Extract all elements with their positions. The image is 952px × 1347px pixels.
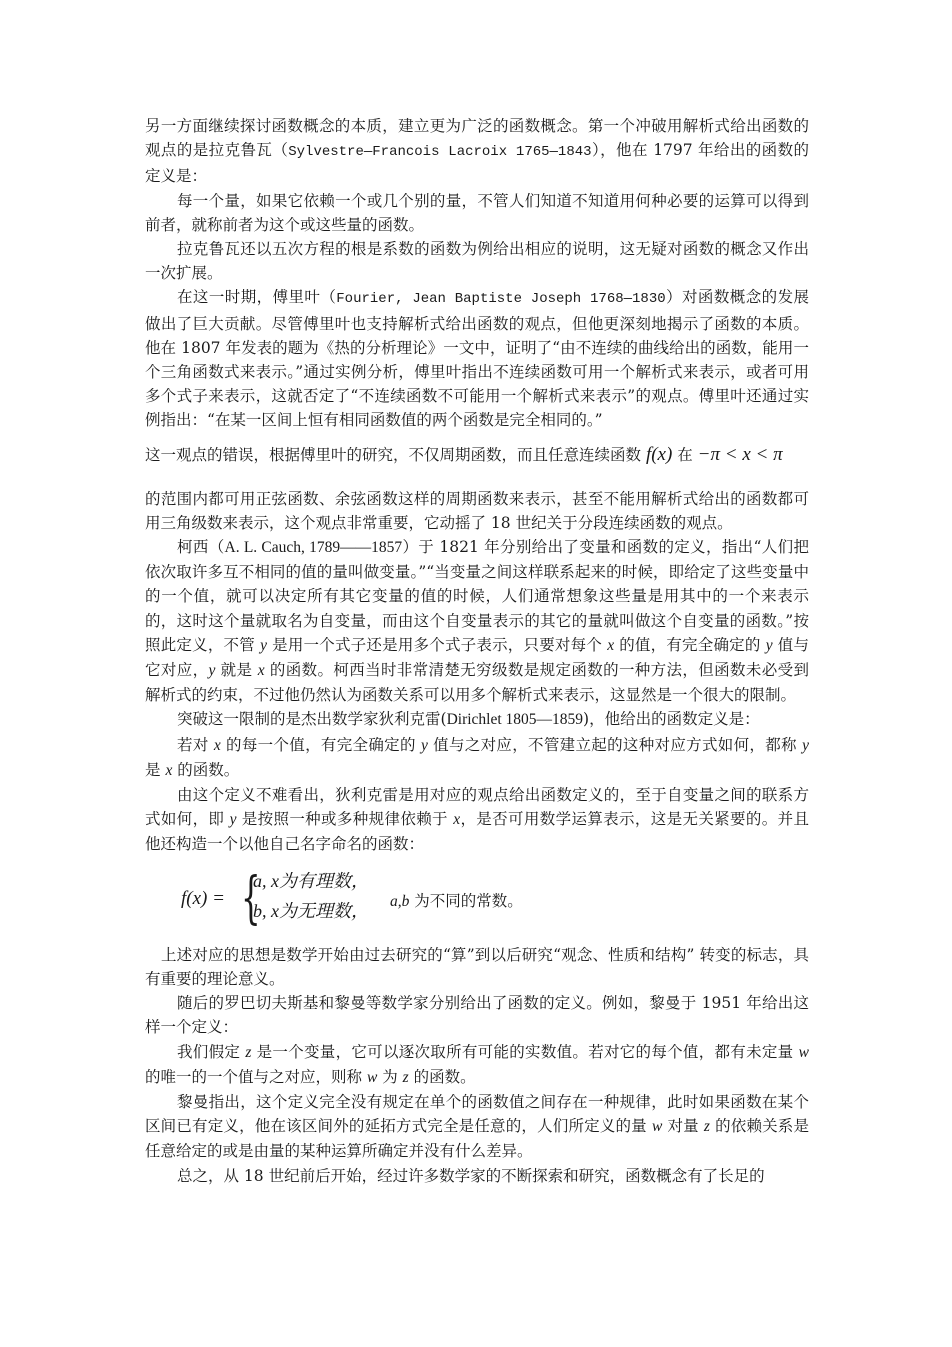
formula-note: a,b 为不同的常数。 [390, 891, 523, 910]
paragraph-lacroix-intro: 另一方面继续探讨函数概念的本质，建立更为广泛的函数概念。第一个冲破用解析式给出函数的观点的是拉克鲁瓦（Sylvestre—Francois Lacroix 1765—1843），他在 1797 年给出的函数的定义是： [145, 117, 809, 186]
document-body [145, 114, 809, 1188]
paragraph-conclusion: 总之，从 18 世纪前后开始，经过许多数学家的不断探索和研究，函数概念有了长足的 [177, 1166, 765, 1185]
formula-case-irrational: b, x为无理数， [253, 900, 369, 921]
paragraph-cauchy: 柯西（A. L. Cauch, 1789——1857）于 1821 年分别给出了变量和函数的定义，指出“人们把依次取许多互不相同的值的量叫做变量。”“当变量之间这样联系起来的时候，即给定了这些变量中的一个值，就可以决定所有其它变量的值的时候，人们通常想象这些量是用其中的一个来表示的，这时这个量就取名为自变量，而由这个自变量表示的其它的量就叫做这个自变量的函数。”按照此定义，不管 y 是用一个式子还是用多个式子表示，只要对每个 x 的值，有完全确定的 y 值与它对应，y 就是 x 的函数。柯西当时非常清楚无穷级数是规定函数的一种方法，但函数未必受到解析式的约束，不过他仍然认为函数关系可以用多个解析式来表示，这显然是一个很大的限制。 [145, 538, 809, 705]
paragraph-riemann-definition: 我们假定 z 是一个变量，它可以逐次取所有可能的实数值。若对它的每个值，都有未定量 w 的唯一的一个值与之对应，则称 w 为 z 的函数。 [145, 1042, 809, 1086]
paragraph-significance: 上述对应的思想是数学开始由过去研究的“算”到以后研究“观念、性质和结构” 转变的标志，具有重要的理论意义。 [145, 945, 809, 988]
math-range: −π < x < π [697, 443, 783, 465]
formula-case-rational: a, x为有理数， [253, 870, 369, 891]
cauchy-name: A. L. Cauch, 1789——1857 [224, 539, 403, 557]
paragraph-fourier-continuous: 这一观点的错误，根据傅里叶的研究，不仅周期函数，而且任意连续函数 f(x) 在 −π < x < π [145, 443, 783, 465]
math-fx: f(x) [645, 443, 673, 465]
paragraph-riemann-remark: 黎曼指出，这个定义完全没有规定在单个的函数值之间存在一种规律，此时如果函数在某个区间已有定义，他在该区间外的延拓方式完全是任意的，人们所定义的量 w 对量 z 的依赖关系是任意给定的或是由量的某种运算所确定并没有什么差异。 [145, 1092, 809, 1161]
paragraph-dirichlet-definition: 若对 x 的每一个值，有完全确定的 y 值与之对应，不管建立起的这种对应方式如何，都称 y 是 x 的函数。 [145, 735, 809, 779]
paragraph-lacroix-definition: 每一个量，如果它依赖一个或几个别的量，不管人们知道不知道用何种必要的运算可以得到前者，就称前者为这个或这些量的函数。 [145, 191, 809, 234]
dirichlet-name: Dirichlet 1805—1859 [446, 711, 584, 729]
paragraph-dirichlet-intro: 突破这一限制的是杰出数学家狄利克雷(Dirichlet 1805—1859)，他给出的函数定义是： [177, 710, 760, 729]
paragraph-lacroix-extension: 拉克鲁瓦还以五次方程的根是系数的函数为例给出相应的说明，这无疑对函数的概念又作出一次扩展。 [145, 240, 809, 283]
paragraph-dirichlet-correspondence: 由这个定义不难看出，狄利克雷是用对应的观点给出函数定义的，至于自变量之间的联系方式如何，即 y 是按照一种或多种规律依赖于 x，是否可用数学运算表示，这是无关紧要的。并且他还构造一个以他自己名字命名的函数： [145, 786, 809, 854]
paragraph-riemann-intro: 随后的罗巴切夫斯基和黎曼等数学家分别给出了函数的定义。例如，黎曼于 1951 年给出这样一个定义： [145, 994, 809, 1037]
paragraph-fourier: 在这一时期，傅里叶（Fourier, Jean Baptiste Joseph 1768—1830）对函数概念的发展做出了巨大贡献。尽管傅里叶也支持解析式给出函数的观点，但他更深刻地揭示了函数的本质。他在 1807 年发表的题为《热的分析理论》一文中，证明了“由不连续的曲线给出的函数，能用一个三角函数式来表示。”通过实例分析，傅里叶指出不连续函数可用一个解析式来表示，或者可用多个式子来表示，这就否定了“不连续函数不可能用一个解析式来表示”的观点。傅里叶还通过实例指出：“在某一区间上恒有相同函数值的两个函数是完全相同的。” [145, 288, 809, 430]
formula-lhs: f(x) = [181, 887, 225, 909]
formula-brace: { [241, 865, 261, 931]
lacroix-name: Sylvestre—Francois Lacroix 1765—1843 [288, 144, 592, 161]
fourier-name: Fourier, Jean Baptiste Joseph 1768—1830 [336, 291, 666, 308]
dirichlet-function-formula [145, 865, 809, 939]
paragraph-trig-series: 的范围内都可用正弦函数、余弦函数这样的周期函数来表示，甚至不能用解析式给出的函数都可用三角级数来表示，这个观点非常重要，它动摇了 18 世纪关于分段连续函数的观点。 [145, 489, 809, 532]
